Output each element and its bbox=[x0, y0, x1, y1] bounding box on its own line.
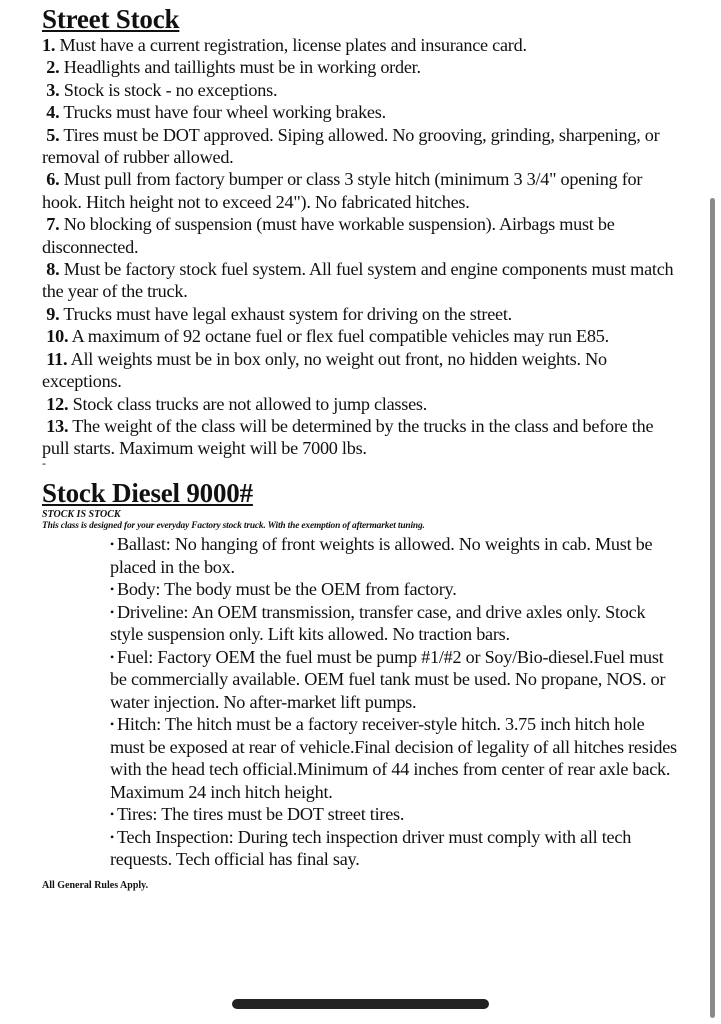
rule-number: 2. bbox=[46, 57, 60, 78]
rule-item bbox=[42, 258, 682, 303]
bullet-item bbox=[110, 646, 680, 714]
bullet-icon: • bbox=[110, 604, 114, 619]
stock-diesel-rules bbox=[110, 533, 680, 871]
rule-number: 1. bbox=[42, 35, 56, 55]
rule-text: Stock is stock - no exceptions. bbox=[59, 79, 278, 100]
rule-number: 10. bbox=[46, 326, 69, 347]
rule-number: 7. bbox=[46, 214, 60, 235]
rule-item bbox=[42, 56, 682, 78]
bullet-icon: • bbox=[110, 582, 114, 596]
general-rules-note: All General Rules Apply. bbox=[42, 880, 149, 891]
street-stock-rules bbox=[42, 34, 682, 460]
street-stock-title: Street Stock bbox=[42, 4, 180, 34]
bullet-text: Driveline: An OEM transmission, transfer case, and drive axles only. Stock style suspension only. Lift kits allowed. No traction bars. bbox=[110, 601, 646, 644]
rule-number: 9. bbox=[46, 303, 60, 324]
bullet-icon: • bbox=[110, 829, 114, 844]
rule-item bbox=[42, 303, 682, 325]
rule-item bbox=[42, 79, 682, 101]
rule-text: Headlights and taillights must be in working order. bbox=[59, 57, 421, 78]
stock-diesel-description: This class is designed for your everyday Factory stock truck. With the exemption of aftermarket tuning. bbox=[42, 521, 425, 531]
home-indicator[interactable] bbox=[232, 999, 489, 1009]
rule-item bbox=[42, 124, 682, 169]
rule-item bbox=[42, 101, 682, 123]
bullet-icon: • bbox=[110, 537, 114, 551]
rule-item bbox=[42, 168, 682, 213]
bullet-item bbox=[110, 578, 680, 601]
rule-text: Stock class trucks are not allowed to jump classes. bbox=[68, 393, 428, 414]
bullet-icon: • bbox=[110, 649, 114, 664]
rule-item bbox=[42, 34, 682, 56]
rule-text: All weights must be in box only, no weight out front, no hidden weights. No exceptions. bbox=[42, 348, 607, 392]
bullet-icon: • bbox=[110, 807, 114, 821]
rule-text: Must pull from factory bumper or class 3 style hitch (minimum 3 3/4" opening for hook. Hitch height not to exceed 24"). No fabricated hitches. bbox=[42, 169, 643, 212]
rule-text: Tires must be DOT approved. Siping allowed. No grooving, grinding, sharpening, or removal of rubber allowed. bbox=[42, 124, 660, 168]
bullet-text: Hitch: The hitch must be a factory receiver-style hitch. 3.75 inch hitch hole must be exposed at rear of vehicle.Final decision of legality of all hitches resides with the head tech official.Minimum of 44 inches from center of rear axle back. Maximum 24 inch hitch height. bbox=[110, 714, 677, 802]
bullet-text: Ballast: No hanging of front weights is allowed. No weights in cab. Must be placed in the box. bbox=[110, 534, 653, 577]
bullet-item bbox=[110, 713, 680, 803]
rule-number: 8. bbox=[46, 259, 60, 280]
rule-number: 5. bbox=[46, 124, 60, 145]
stock-diesel-title: Stock Diesel 9000# bbox=[42, 478, 253, 508]
rule-text: The weight of the class will be determined by the trucks in the class and before the pull starts. Maximum weight will be 7000 lbs. bbox=[42, 415, 654, 459]
rule-number: 4. bbox=[46, 102, 60, 123]
bullet-text: Tires: The tires must be DOT street tires. bbox=[116, 804, 405, 824]
rule-item bbox=[42, 213, 682, 258]
rule-text: Trucks must have legal exhaust system for driving on the street. bbox=[59, 303, 512, 324]
rule-number: 11. bbox=[46, 348, 68, 369]
bullet-item bbox=[110, 826, 680, 871]
rule-item bbox=[42, 393, 682, 415]
bullet-item bbox=[110, 533, 680, 578]
vertical-scrollbar[interactable] bbox=[710, 198, 715, 1018]
rule-text: A maximum of 92 octane fuel or flex fuel compatible vehicles may run E85. bbox=[68, 326, 609, 347]
rule-number: 12. bbox=[46, 393, 69, 414]
rule-number: 3. bbox=[46, 79, 60, 100]
bullet-text: Fuel: Factory OEM the fuel must be pump #1/#2 or Soy/Bio-diesel.Fuel must be commercially available. OEM fuel tank must be used. No propane, NOS. or water injection. No after-market lift pumps. bbox=[110, 646, 666, 712]
bullet-item bbox=[110, 803, 680, 826]
bullet-icon: • bbox=[110, 717, 114, 731]
rule-text: Must have a current registration, license plates and insurance card. bbox=[55, 35, 527, 55]
rule-item bbox=[42, 415, 682, 460]
bullet-text: Tech Inspection: During tech inspection driver must comply with all tech requests. Tech official has final say. bbox=[110, 826, 632, 869]
rule-text: No blocking of suspension (must have workable suspension). Airbags must be disconnected. bbox=[42, 214, 615, 257]
rule-text: Must be factory stock fuel system. All fuel system and engine components must match the year of the truck. bbox=[42, 259, 674, 302]
rule-text: Trucks must have four wheel working brakes. bbox=[59, 102, 386, 123]
bullet-item bbox=[110, 601, 680, 646]
separator-dash: - bbox=[42, 456, 46, 470]
stock-diesel-subtitle: STOCK IS STOCK bbox=[42, 509, 121, 520]
rule-item bbox=[42, 348, 682, 393]
rule-number: 6. bbox=[46, 169, 60, 190]
rule-item bbox=[42, 325, 682, 347]
bullet-text: Body: The body must be the OEM from factory. bbox=[116, 579, 457, 599]
rule-number: 13. bbox=[46, 415, 69, 436]
